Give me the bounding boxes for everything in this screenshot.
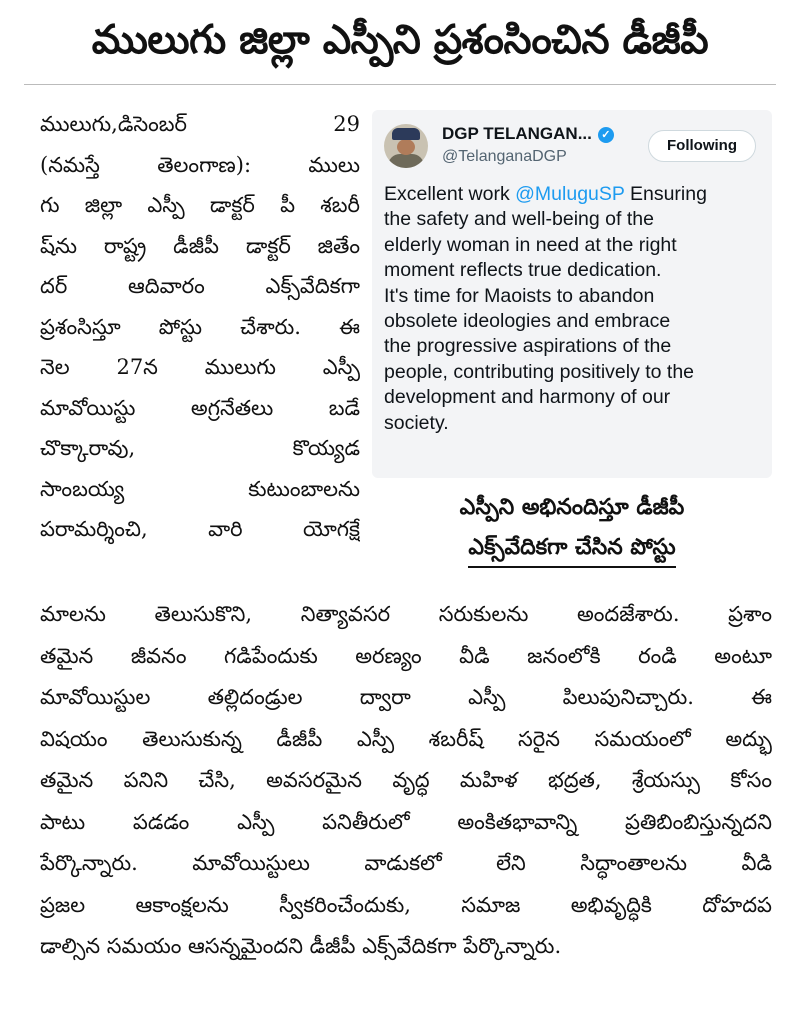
tweet-line: development and harmony of our <box>384 386 671 409</box>
article-line: విషయం తెలుసుకున్న డీజీపీ ఎస్పీ శబరీష్ సరైన సమయంలో అద్భు <box>40 726 772 751</box>
tweet-line: Excellent work @MuluguSP Ensuring <box>384 183 707 205</box>
tweet-line: the safety and well-being of the <box>384 208 654 231</box>
article-line: మాలను తెలుసుకొని, నిత్యావసర సరుకులను అందజేశారు. ప్రశాం <box>40 602 772 626</box>
tweet-author-label: DGP TELANGAN... <box>442 124 592 143</box>
tweet-line: It's time for Maoists to abandon <box>384 284 655 307</box>
tweet-line: society. <box>384 411 449 434</box>
article-line: (నమస్తే తెలంగాణ): ములు <box>40 152 360 177</box>
article-line: ప్రజల ఆకాంక్షలను స్వీకరించేందుకు, సమాజ అభివృద్ధికి దోహదప <box>40 892 772 917</box>
mention-link[interactable]: @MuluguSP <box>515 183 625 205</box>
following-button[interactable]: Following <box>648 130 756 162</box>
article-line: తమైన జీవనం గడిపేందుకు అరణ్యం వీడి జనంలోకి రండి అంటూ <box>40 643 772 668</box>
embedded-tweet[interactable] <box>372 110 772 478</box>
article-line: మావోయిస్టు అగ్రనేతలు బడే <box>40 395 360 420</box>
article-line: ప్రశంసిస్తూ పోస్టు చేశారు. ఈ <box>40 314 360 339</box>
caption-line-1: ఎస్పీని అభినందిస్తూ డీజీపీ <box>459 495 685 520</box>
divider <box>24 84 776 85</box>
tweet-author-name[interactable] <box>442 124 614 144</box>
article-line: గు జిల్లా ఎస్పీ డాక్టర్ పీ శబరీ <box>40 193 360 217</box>
tweet-line: obsolete ideologies and embrace <box>384 310 671 333</box>
article-column <box>40 104 360 550</box>
tweet-line: moment reflects true dedication. <box>384 259 662 282</box>
caption-line-2: ఎక్స్‌వేదికగా చేసిన పోస్టు <box>468 530 675 568</box>
tweet-line: elderly woman in need at the right <box>384 233 677 256</box>
verified-badge-icon: ✓ <box>598 127 614 143</box>
article-line: పాటు పడడం ఎస్పీ పనితీరులో అంకితభావాన్ని ప్రతిబింబిస్తున్నదని <box>40 809 772 834</box>
article-line: డాల్సిన సమయం ఆసన్నమైందని డీజీపీ ఎక్స్‌వేదికగా పేర్కొన్నారు. <box>40 934 562 958</box>
image-caption <box>382 488 762 568</box>
article-line: ష్‌ను రాష్ట్ర డీజీపీ డాక్టర్ జితేం <box>40 233 360 258</box>
article-line: పరామర్శించి, వారి యోగక్షే <box>40 517 360 541</box>
article-line: తమైన పనిని చేసి, అవసరమైన వృద్ధ మహిళ భద్రత, శ్రేయస్సు కోసం <box>40 768 772 792</box>
article-line: ములుగు,డిసెంబర్ 29 <box>40 112 360 136</box>
article-line: సాంబయ్య కుటుంబాలను <box>40 476 360 501</box>
article-line: నెల 27న ములుగు ఎస్పీ <box>40 355 360 379</box>
tweet-text <box>384 182 768 436</box>
headline: ములుగు జిల్లా ఎస్పీని ప్రశంసించిన డీజీపీ <box>91 17 709 63</box>
article-line: మావోయిస్టుల తల్లిదండ్రుల ద్వారా ఎస్పీ పిలుపునిచ్చారు. ఈ <box>40 685 772 709</box>
article-continued <box>40 594 772 968</box>
article-line: దర్ ఆదివారం ఎక్స్‌వేదికగా <box>40 274 360 298</box>
article-line: చొక్కారావు, కొయ్యడ <box>40 436 360 460</box>
tweet-line: people, contributing positively to the <box>384 360 695 383</box>
tweet-line: the progressive aspirations of the <box>384 335 672 358</box>
article-line: పేర్కొన్నారు. మావోయిస్టులు వాడుకలో లేని సిద్ధాంతాలను వీడి <box>40 851 772 875</box>
tweet-handle[interactable]: @TelanganaDGP <box>442 148 567 165</box>
avatar[interactable] <box>384 124 428 168</box>
